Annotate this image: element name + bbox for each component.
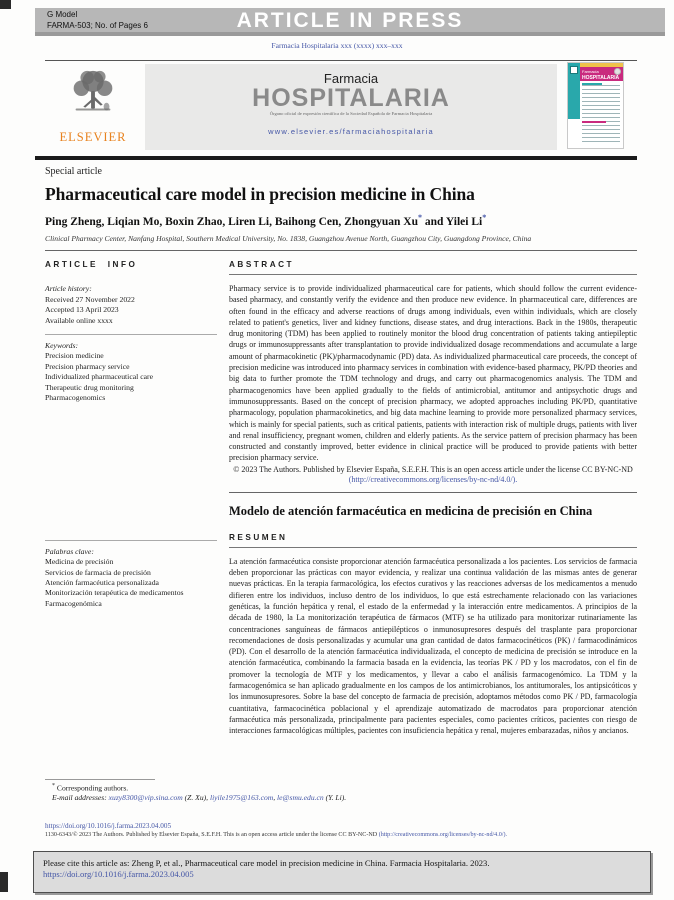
- palabra-item: Farmacogenómica: [45, 598, 102, 608]
- journal-subtitle: Órgano oficial de expresión científica de la Sociedad Española de Farmacia Hospitalaria: [269, 111, 433, 116]
- doi-link[interactable]: https://doi.org/10.1016/j.farma.2023.04.005: [45, 822, 172, 830]
- scan-artifact-top-left: [0, 0, 11, 9]
- palabra-item: Servicios de farmacia de precisión: [45, 567, 151, 577]
- keywords-block: [45, 341, 217, 403]
- cover-title-text: HOSPITALARIA: [582, 75, 620, 81]
- abstract-heading-rule: [229, 274, 637, 275]
- journal-cover-thumbnail: [567, 62, 624, 149]
- info-abstract-grid: [45, 260, 637, 737]
- cite-doi-link[interactable]: https://doi.org/10.1016/j.farma.2023.04.005: [43, 869, 194, 879]
- author-affiliation: Clinical Pharmacy Center, Nanfang Hospital, Southern Medical University, No. 1838, Guangzhou Avenue North, Guangzhou City, Guangdong Province, China: [45, 233, 532, 243]
- please-cite-box: [33, 851, 651, 893]
- resumen-top-rule: [229, 492, 637, 493]
- article-info-column: [45, 260, 217, 486]
- scan-artifact-bottom-left: [0, 872, 8, 892]
- banner-shadow-strip: [35, 32, 665, 36]
- article-type-label: Special article: [45, 166, 102, 177]
- keyword-item: Pharmacogenomics: [45, 393, 106, 403]
- resumen-heading: RESUMEN: [229, 532, 288, 542]
- history-available: Available online xxxx: [45, 315, 113, 325]
- email-link-li-2[interactable]: le@smu.edu.cn: [277, 793, 324, 802]
- author-list: [45, 213, 637, 228]
- resumen-text: La atención farmacéutica consiste proporcionar atención farmacéutica personalizada a los pacientes. Los servicios de farmacia deben proporcionar las prácticas con mayor evidencia, y realizar una continua validación de las mismas antes de generar nuevas prácticas. En la terapia farmacológica, los efectos curativos y las reacciones adversas de los medicamentos a menudo difieren entre los individuos, incluso dentro de los individuos, lo que está estrechamente relacionado con las variaciones genéticas, la función hepática y renal, el estado de la enfermedad y la interacción entre medicamentos. A principios de la década de 1980, la La monitorización terapéutica de fármacos (MTF) se ha utilizado para monitorizar rutinariamente las concentraciones sanguíneas de fármacos antiepilépticos o inmunosupresores después del trasplante para proporcionar recomendaciones de dosis personalizadas y acumular una gran cantidad de datos farmacocinéticos (PK) / farmacodinámicos (PD). Con el desarrollo de la atención farmacéutica individualizada, el concepto de medicina de precisión se introduce en la atención farmacéutica, combinando la farmacia basada en la evidencia, las teorías PK / PD y los macrodatos, con el fin de promover la tecnología de MTF y los medicamentos, y llevar a cabo el análisis farmacogenómico. La TDM y la farmacogenómica se han aplicado gradualmente en los campos de los antimicrobianos, los antitumorales, los antipsicóticos y los inmunosupresores. Sobre la base del concepto de farmacia de precisión, adoptamos métodos como PK / PD, farmacología cuantitativa, farmacocinética poblacional y el aprendizaje automatizado de macrodatos para proporcionar atención farmacéutica más personalizada, principalmente para pacientes especiales, como pacientes críticos, pacientes con riesgo de interacciones farmacológicas múltiples, pacientes con insuficiencia hepática y renal, mujeres embarazadas, niños y ancianos.: [229, 556, 637, 736]
- palabras-clave-column: [45, 532, 217, 737]
- email-separator: ,: [273, 793, 278, 802]
- cover-globe-icon: [614, 68, 621, 75]
- journal-citation-line: Farmacia Hospitalaria xxx (xxxx) xxx–xxx: [271, 41, 403, 50]
- history-accepted: Accepted 13 April 2023: [45, 305, 119, 315]
- footnote-rule: [45, 779, 155, 780]
- abstract-copyright: [229, 465, 637, 486]
- keyword-item: Precision pharmacy service: [45, 361, 130, 371]
- journal-title-box: [145, 64, 557, 150]
- palabras-divider: [45, 540, 217, 541]
- elsevier-logo: [47, 66, 139, 145]
- footnote-asterisk: *: [52, 783, 55, 789]
- article-in-press-stamp: ARTICLE IN PRESS: [236, 9, 464, 32]
- elsevier-wordmark: ELSEVIER: [59, 130, 127, 144]
- issn-copyright-line: [45, 832, 637, 838]
- masthead-top-rule: [45, 60, 637, 61]
- g-model-label: G Model: [47, 10, 78, 19]
- model-reference: FARMA-503; No. of Pages 6: [47, 21, 148, 30]
- cover-brand-text: Farmacia: [582, 69, 599, 74]
- spanish-title: Modelo de atención farmacéutica en medicina de precisión en China: [229, 503, 593, 518]
- corresponding-author-asterisk-2[interactable]: *: [482, 213, 487, 222]
- journal-masthead: [45, 64, 637, 152]
- history-received: Received 27 November 2022: [45, 294, 135, 304]
- doi-line: [45, 822, 171, 830]
- journal-name-line2: HOSPITALARIA: [252, 84, 450, 112]
- email-link-li-1[interactable]: liyile1975@163.com: [209, 793, 274, 802]
- article-history-label: Article history:: [45, 284, 92, 294]
- cite-text: Please cite this article as: Zheng P, et al., Pharmaceutical care model in precision medicine in China. Farmacia Hospitalaria. 2023.: [43, 858, 490, 868]
- article-in-press-banner: [35, 8, 665, 36]
- issn-license-link[interactable]: (http://creativecommons.org/licenses/by-nc-nd/4.0/).: [378, 832, 508, 838]
- email-addresses-line: [52, 793, 346, 802]
- keyword-item: Precision medicine: [45, 351, 104, 361]
- keywords-divider: [45, 334, 217, 335]
- article-info-heading: ARTICLE INFO: [45, 260, 138, 269]
- corresponding-authors-note: [52, 783, 128, 793]
- resumen-column: [229, 486, 637, 737]
- copyright-text: © 2023 The Authors. Published by Elsevier España, S.E.F.H. This is an open access article under the license CC BY-NC-ND: [233, 464, 633, 474]
- palabra-item: Atención farmacéutica personalizada: [45, 577, 159, 587]
- abstract-heading: ABSTRACT: [229, 260, 295, 269]
- cover-toc-lines: [582, 85, 620, 145]
- masthead-bottom-rule: [35, 156, 637, 160]
- journal-name-line1: Farmacia: [323, 71, 379, 86]
- abstract-text: Pharmacy service is to provide individualized pharmaceutical care for patients, which should follow the current evidence-based pharmacy, and constantly verify the evidence and then produce new evidence. In pharmaceutical care, differences are often found in the efficacy and adverse reactions of drugs among individuals, even within individuals, which are closely related to patient's genetics, liver and kidney functions, disease states, and drug interactions. Back in the 1980s, therapeutic drug monitoring (TDM) has been applied to routinely monitor the blood drug concentration of patients taking antiepileptic drugs or immunosuppressants after transplantation to provide individualized dosage recommendations and accumulate a large amount of pharmacokinetic (PK)/pharmacodynamic (PD) data. As individualized pharmaceutical care proceeds, the concept of precision medicine was introduced into pharmacy services in combination with evidence-based pharmacy, PK/PD theories and big data to further promote the TDM technology and drugs, and carry out pharmacogenomics analysis. The TDM and pharmacogenomics have been applied gradually to the fields of antimicrobial, antitumor and antipsychotic drugs and immunosuppressants. Based on the concept of precision pharmacy, we adopted approaches including PK/PD, quantitative pharmacology, population pharmacokinetics, and big data machine learning to provide more personalized pharmacy services, which is mainly for special patients, such as critical patients, patients with interaction risk of multiple drugs, patients with liver and renal insufficiency, pregnant women, children and elderly patients. As the service pattern of precision pharmacy has been constructed and constantly improved, better evidence in clinical practice will be produced to provide patients with better precision pharmacy service.: [229, 284, 637, 463]
- keyword-item: Therapeutic drug monitoring: [45, 382, 134, 392]
- article-history: [45, 284, 217, 326]
- cover-qr-code: [570, 66, 578, 74]
- columns-top-rule: [45, 250, 637, 251]
- abstract-column: [229, 260, 637, 486]
- issn-text: 1130-6343/© 2023 The Authors. Published by Elsevier España, S.E.F.H. This is an open access article under the license CC BY-NC-ND: [45, 832, 379, 838]
- email-link-xu[interactable]: xuzy8300@vip.sina.com: [108, 793, 183, 802]
- palabra-item: Medicina de precisión: [45, 557, 114, 567]
- keywords-label: Keywords:: [45, 341, 79, 351]
- email-label: E-mail addresses:: [52, 793, 109, 802]
- elsevier-tree-icon: [64, 66, 122, 124]
- cover-heading-bar-2: [582, 121, 606, 123]
- corresponding-author-asterisk-1[interactable]: *: [418, 213, 423, 222]
- corresponding-text: Corresponding authors.: [55, 783, 129, 793]
- journal-website-link[interactable]: www.elsevier.es/farmaciahospitalaria: [268, 127, 434, 136]
- authors-tail: and Yilei Li: [422, 215, 483, 228]
- palabra-item: Monitorización terapéutica de medicamentos: [45, 588, 184, 598]
- resumen-heading-rule: [229, 547, 637, 548]
- palabras-label: Palabras clave:: [45, 546, 94, 556]
- email-name-xu: (Z. Xu),: [182, 793, 210, 802]
- authors-main: Ping Zheng, Liqian Mo, Boxin Zhao, Liren Li, Baihong Cen, Zhongyuan Xu: [45, 215, 419, 228]
- email-name-li: (Y. Li).: [323, 793, 347, 802]
- keyword-item: Individualized pharmaceutical care: [45, 372, 153, 382]
- license-link[interactable]: (http://creativecommons.org/licenses/by-nc-nd/4.0/).: [348, 475, 518, 485]
- article-title: Pharmaceutical care model in precision medicine in China: [45, 184, 475, 204]
- palabras-block: [45, 547, 217, 609]
- title-block: [45, 166, 637, 243]
